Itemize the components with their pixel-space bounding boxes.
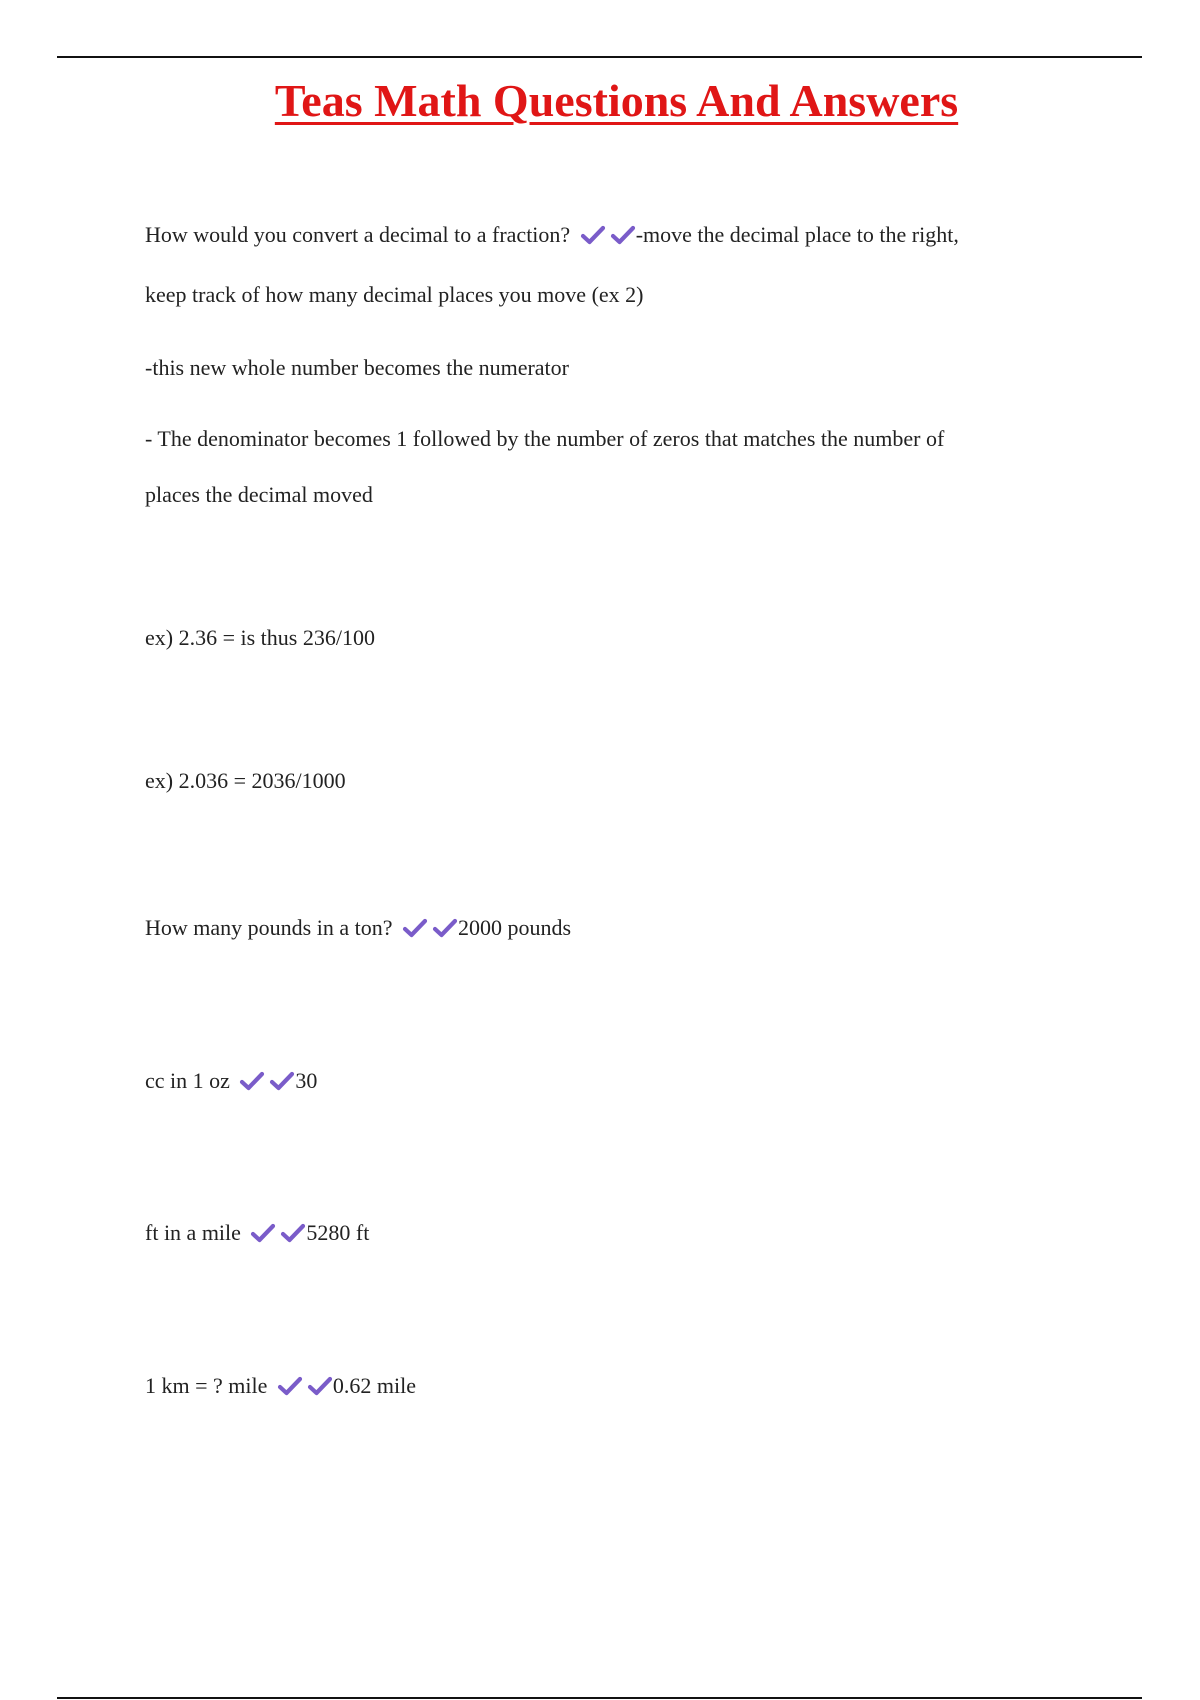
qa-item-3 (145, 1067, 317, 1095)
answer-text: 0.62 mile (332, 1373, 416, 1398)
question-text: cc in 1 oz (145, 1068, 230, 1093)
check-icon (610, 224, 636, 246)
qa-item-1-line-3: -this new whole number becomes the numerator (145, 355, 569, 380)
check-icon (277, 1375, 303, 1397)
answer-text: -move the decimal place to the right, (635, 222, 959, 247)
check-icon (239, 1070, 265, 1092)
question-text: How would you convert a decimal to a fraction? (145, 222, 571, 247)
check-icon (432, 917, 458, 939)
document-title: Teas Math Questions And Answers (274, 75, 959, 126)
qa-item-1-line-1 (145, 221, 959, 249)
qa-item-1-line-2: keep track of how many decimal places you move (ex 2) (145, 282, 644, 307)
qa-item-4 (145, 1219, 369, 1247)
answer-text: 30 (295, 1068, 318, 1093)
answer-text: 2000 pounds (457, 915, 572, 940)
check-icon (307, 1375, 333, 1397)
question-text: ft in a mile (145, 1220, 241, 1245)
question-text: How many pounds in a ton? (145, 915, 393, 940)
qa-item-1-example-2: ex) 2.036 = 2036/1000 (145, 768, 346, 793)
qa-item-1-example-1: ex) 2.36 = is thus 236/100 (145, 625, 375, 650)
qa-item-1-line-5: places the decimal moved (145, 482, 373, 507)
check-icon (250, 1222, 276, 1244)
top-rule (57, 56, 1142, 58)
qa-item-2 (145, 914, 571, 942)
check-icon (580, 224, 606, 246)
qa-item-1-line-4: - The denominator becomes 1 followed by the number of zeros that matches the number of (145, 426, 945, 451)
check-icon (269, 1070, 295, 1092)
check-icon (402, 917, 428, 939)
question-text: 1 km = ? mile (145, 1373, 268, 1398)
qa-item-5 (145, 1372, 416, 1400)
answer-text: 5280 ft (306, 1220, 370, 1245)
check-icon (280, 1222, 306, 1244)
bottom-rule (57, 1697, 1142, 1699)
